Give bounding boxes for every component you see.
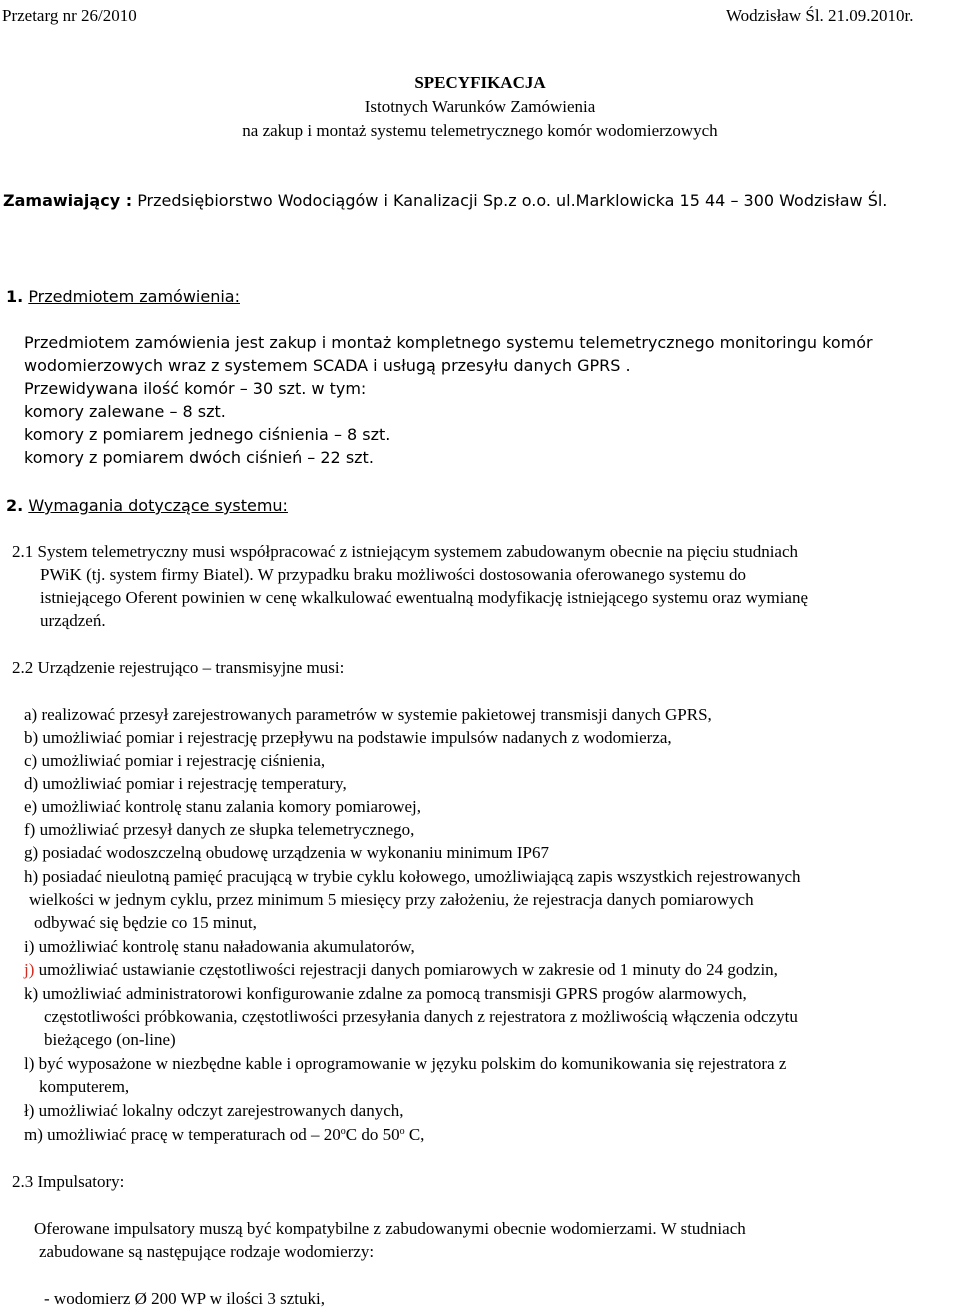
paragraph-2-1-line: istniejącego Oferent powinien w cenę wkalkulować ewentualną modyfikację istniejącego systemu oraz wymianę: [40, 588, 809, 607]
section-1-line: komory z pomiarem dwóch ciśnień – 22 szt.: [24, 448, 374, 467]
list-item-f: f) umożliwiać przesył danych ze słupka telemetrycznego,: [24, 820, 415, 839]
section-1-heading: [6, 286, 240, 308]
list-item-m-mid: C do 50: [345, 1125, 400, 1144]
orderer-value: Przedsiębiorstwo Wodociągów i Kanalizacji Sp.z o.o. ul.Marklowicka 15 44 – 300 Wodzisław Śl.: [137, 191, 888, 210]
paragraph-2-3-line: Oferowane impulsatory muszą być kompatybilne z zabudowanymi obecnie wodomierzami. W studniach: [34, 1219, 746, 1238]
section-2-heading: [6, 495, 288, 517]
list-item-h: h) posiadać nieulotną pamięć pracującą w trybie cyklu kołowego, umożliwiającą zapis wszystkich rejestrowanych: [24, 867, 801, 886]
degree-sign: o: [399, 1126, 405, 1137]
list-item-l-stroke: ł) umożliwiać lokalny odczyt zarejestrowanych danych,: [24, 1101, 404, 1120]
section-1-title: Przedmiotem zamówienia:: [28, 287, 240, 306]
list-item-i: i) umożliwiać kontrolę stanu naładowania akumulatorów,: [24, 937, 415, 956]
list-item-m: [24, 1124, 424, 1146]
paragraph-2-1-line: PWiK (tj. system firmy Biatel). W przypadku braku możliwości dostosowania oferowanego systemu do: [40, 565, 746, 584]
paragraph-2-3-line: zabudowane są następujące rodzaje wodomierzy:: [39, 1242, 375, 1261]
orderer-label: Zamawiający :: [3, 191, 133, 210]
section-2-title: Wymagania dotyczące systemu:: [28, 496, 288, 515]
paragraph-2-1-line: 2.1 System telemetryczny musi współpracować z istniejącym systemem zabudowanym obecnie na pięciu studniach: [12, 542, 799, 561]
tender-number: Przetarg nr 26/2010: [2, 6, 137, 25]
section-1-line: komory z pomiarem jednego ciśnienia – 8 szt.: [24, 425, 391, 444]
water-meter-line: - wodomierz Ø 200 WP w ilości 3 sztuki,: [44, 1289, 325, 1308]
orderer-line: [3, 190, 887, 212]
list-item-g: g) posiadać wodoszczelną obudowę urządzenia w wykonaniu minimum IP67: [24, 843, 549, 862]
document-subject: na zakup i montaż systemu telemetrycznego komór wodomierzowych: [242, 121, 718, 140]
list-item-e: e) umożliwiać kontrolę stanu zalania komory pomiarowej,: [24, 797, 422, 816]
section-1-line: Przewidywana ilość komór – 30 szt. w tym:: [24, 379, 367, 398]
section-1-line: Przedmiotem zamówienia jest zakup i montaż kompletnego systemu telemetrycznego monitoringu komór: [24, 333, 873, 352]
document-title: SPECYFIKACJA: [414, 73, 546, 92]
place-date: Wodzisław Śl. 21.09.2010r.: [726, 6, 914, 25]
list-item-k: k) umożliwiać administratorowi konfigurowanie zdalne za pomocą transmisji GPRS progów alarmowych,: [24, 984, 747, 1003]
list-item-h-continued: odbywać się będzie co 15 minut,: [34, 913, 257, 932]
list-item-d: d) umożliwiać pomiar i rejestrację temperatury,: [24, 774, 347, 793]
section-2-number: 2.: [6, 496, 24, 515]
list-item-m-pre: m) umożliwiać pracę w temperaturach od – 20: [24, 1125, 341, 1144]
list-item-k-continued: częstotliwości próbkowania, częstotliwości przesyłania danych z rejestratora z możliwością włączenia odczytu: [44, 1007, 798, 1026]
list-item-j: [24, 959, 778, 981]
list-item-c: c) umożliwiać pomiar i rejestrację ciśnienia,: [24, 751, 326, 770]
list-item-j-marker: j): [24, 960, 35, 979]
document-subtitle: Istotnych Warunków Zamówienia: [364, 97, 596, 116]
paragraph-2-1-line: urządzeń.: [40, 611, 106, 630]
list-item-l-continued: komputerem,: [39, 1077, 130, 1096]
section-1-line: wodomierzowych wraz z systemem SCADA i usługą przesyłu danych GPRS .: [24, 356, 631, 375]
list-item-m-end: C,: [404, 1125, 425, 1144]
section-1-line: komory zalewane – 8 szt.: [24, 402, 226, 421]
list-item-h-continued: wielkości w jednym cyklu, przez minimum 5 miesięcy przy założeniu, że rejestracja danych pomiarowych: [29, 890, 754, 909]
list-item-a: a) realizować przesył zarejestrowanych parametrów w systemie pakietowej transmisji danych GPRS,: [24, 705, 712, 724]
list-item-j-text: umożliwiać ustawianie częstotliwości rejestracji danych pomiarowych w zakresie od 1 minuty do 24 godzin,: [34, 960, 778, 979]
list-item-b: b) umożliwiać pomiar i rejestrację przepływu na podstawie impulsów nadanych z wodomierza,: [24, 728, 672, 747]
degree-sign: o: [340, 1126, 346, 1137]
list-item-k-continued: bieżącego (on-line): [44, 1030, 176, 1049]
list-item-l: l) być wyposażone w niezbędne kable i oprogramowanie w języku polskim do komunikowania się rejestratora z: [24, 1054, 787, 1073]
section-1-number: 1.: [6, 287, 24, 306]
paragraph-2-3-heading: 2.3 Impulsatory:: [12, 1172, 125, 1191]
paragraph-2-2-heading: 2.2 Urządzenie rejestrująco – transmisyjne musi:: [12, 658, 345, 677]
